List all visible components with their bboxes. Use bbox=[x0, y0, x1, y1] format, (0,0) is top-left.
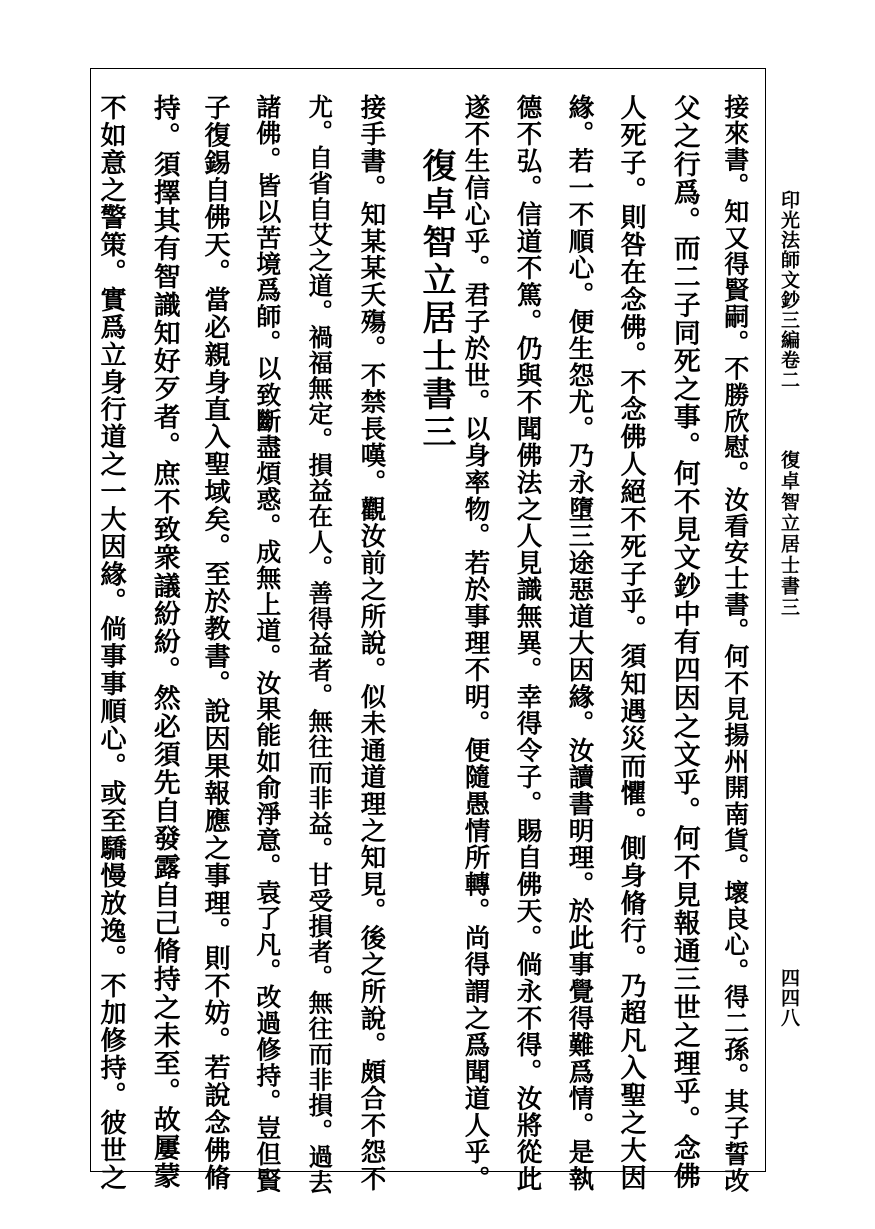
text-column-10: 諸佛。皆以苦境爲師。以致斷盡煩惑。成無上道。汝果能如俞淨意。袁了凡。改過修持。豈但賢 bbox=[252, 94, 282, 1194]
text-column-9: 尤。自省自艾之道。禍福無定。損益在人。善得益者。無往而非益。甘受損者。無往而非損。過去 bbox=[304, 94, 334, 1196]
letter-title: 復卓智立居士書三 bbox=[416, 148, 456, 452]
text-column-6: 遂不生信心乎。君子於世。以身率物。若於事理不明。便隨愚情所轉。尚得謂之爲聞道人乎。 bbox=[460, 94, 491, 1193]
running-book-title: 印光法師文鈔三編卷二 bbox=[778, 190, 800, 390]
text-column-8: 接手書。知某某夭殤。不禁長嘆。觀汝前之所說。似未通道理之知見。後之所說。頗合不怨不 bbox=[356, 94, 387, 1193]
text-column-5: 德不弘。信道不篤。仍與不聞佛法之人見識無異。幸得令子。賜自佛天。倘永不得。汝將從此 bbox=[512, 94, 543, 1193]
text-column-1: 接來書。知又得賢嗣。不勝欣慰。汝看安士書。何不見揚州開南貨。壞良心。得二孫。其子誓改 bbox=[720, 94, 750, 1194]
text-column-13: 不如意之警策。實爲立身行道之一大因緣。倘事事順心。或至驕慢放逸。不加修持。彼世之 bbox=[96, 94, 128, 1192]
page-number: 四四八 bbox=[778, 968, 800, 1028]
text-column-12: 持。須擇其有智識知好歹者。庶不致衆議紛紛。然必須先自發露自己脩持之未至。故屢蒙 bbox=[148, 94, 180, 1190]
text-column-4: 緣。若一不順心。便生怨尤。乃永墮三途惡道大因緣。汝讀書明理。於此事覺得難爲情。是執 bbox=[564, 94, 595, 1193]
running-section-title: 復卓智立居士書三 bbox=[778, 450, 800, 618]
text-column-11: 子復錫自佛天。當必親身直入聖域矣。至於教書。說因果報應之事理。則不妨。若說念佛脩 bbox=[200, 94, 232, 1192]
text-column-3: 人死子。則咎在念佛。不念佛人絕不死子乎。須知遇災而懼。側身脩行。乃超凡入聖之大因 bbox=[616, 94, 648, 1192]
text-column-2: 父之行爲。而二子同死之事。何不見文鈔中有四因之文乎。何不見報通三世之理乎。念佛 bbox=[668, 94, 700, 1190]
